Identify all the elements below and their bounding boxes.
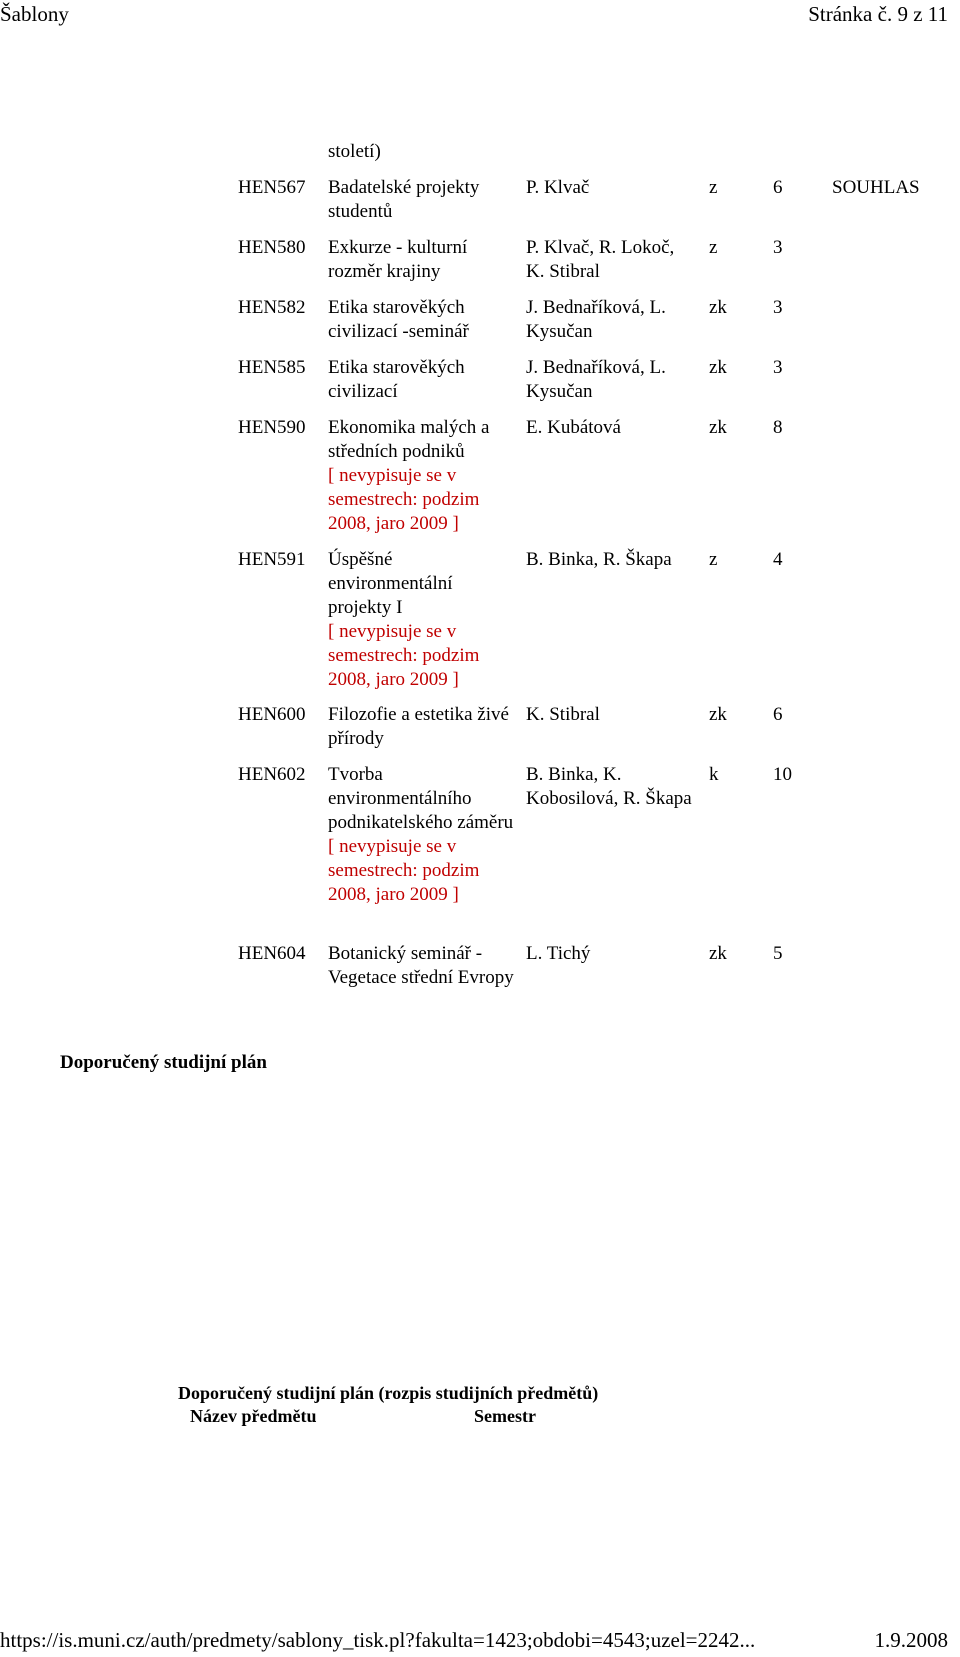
section-heading: Doporučený studijní plán <box>60 1052 267 1073</box>
course-name-cell <box>328 942 518 990</box>
course-note: SOUHLAS <box>832 177 920 198</box>
course-name-cell <box>328 703 518 751</box>
course-credits: 3 <box>773 357 783 378</box>
course-completion: z <box>709 237 718 258</box>
course-completion: zk <box>709 704 727 725</box>
course-name: Botanický seminář - Vegetace střední Evropy <box>328 943 514 988</box>
not-offered-note: [ nevypisuje se v semestrech: podzim 2008, jaro 2009 ] <box>328 836 480 905</box>
course-teacher: P. Klvač, R. Lokoč, K. Stibral <box>526 237 675 282</box>
course-name: Exkurze - kulturní rozměr krajiny <box>328 237 468 282</box>
course-name: Etika starověkých civilizací <box>328 357 465 402</box>
footer-date: 1.9.2008 <box>874 1628 948 1652</box>
course-teacher: P. Klvač <box>526 177 590 198</box>
plan-column-header-name: Název předmětu <box>190 1406 317 1426</box>
course-name-cell <box>328 296 518 344</box>
course-teacher: E. Kubátová <box>526 417 621 438</box>
course-teacher: B. Binka, K. Kobosilová, R. Škapa <box>526 764 692 809</box>
course-name-cell <box>328 548 518 692</box>
footer-url: https://is.muni.cz/auth/predmety/sablony_tisk.pl?fakulta=1423;obdobi=4543;uzel=2242... <box>0 1628 756 1652</box>
course-name: Filozofie a estetika živé přírody <box>328 704 509 749</box>
course-name-cell <box>328 356 518 404</box>
continued-text-fragment: století) <box>328 141 381 162</box>
course-teacher: K. Stibral <box>526 704 600 725</box>
course-completion: k <box>709 764 719 785</box>
not-offered-note: [ nevypisuje se v semestrech: podzim 2008, jaro 2009 ] <box>328 465 480 534</box>
course-code: HEN585 <box>238 357 306 378</box>
course-code: HEN590 <box>238 417 306 438</box>
course-teacher: J. Bednaříková, L. Kysučan <box>526 357 666 402</box>
course-name: Tvorba environmentálního podnikatelského záměru <box>328 764 514 833</box>
plan-column-header-semester: Semestr <box>474 1406 536 1426</box>
course-completion: z <box>709 549 718 570</box>
course-name-cell <box>328 236 518 284</box>
course-name: Ekonomika malých a středních podniků <box>328 417 490 462</box>
course-code: HEN604 <box>238 943 306 964</box>
course-credits: 4 <box>773 549 783 570</box>
course-completion: z <box>709 177 718 198</box>
course-teacher: B. Binka, R. Škapa <box>526 549 672 570</box>
page-number: Stránka č. 9 z 11 <box>808 2 948 26</box>
course-teacher: J. Bednaříková, L. Kysučan <box>526 297 666 342</box>
course-credits: 6 <box>773 704 783 725</box>
course-name-cell <box>328 416 518 536</box>
course-credits: 5 <box>773 943 783 964</box>
course-name-cell <box>328 176 518 224</box>
page-header-title: Šablony <box>0 2 69 26</box>
course-code: HEN600 <box>238 704 306 725</box>
course-completion: zk <box>709 943 727 964</box>
course-code: HEN567 <box>238 177 306 198</box>
course-code: HEN602 <box>238 764 306 785</box>
course-name-cell <box>328 763 518 907</box>
course-name: Etika starověkých civilizací -seminář <box>328 297 469 342</box>
plan-table-caption: Doporučený studijní plán (rozpis studijních předmětů) <box>178 1383 599 1403</box>
course-credits: 8 <box>773 417 783 438</box>
course-teacher: L. Tichý <box>526 943 591 964</box>
course-completion: zk <box>709 417 727 438</box>
course-name: Badatelské projekty studentů <box>328 177 480 222</box>
course-code: HEN591 <box>238 549 306 570</box>
course-completion: zk <box>709 357 727 378</box>
course-credits: 3 <box>773 297 783 318</box>
course-completion: zk <box>709 297 727 318</box>
course-credits: 6 <box>773 177 783 198</box>
course-name: Úspěšné environmentální projekty I <box>328 549 453 618</box>
course-credits: 3 <box>773 237 783 258</box>
course-code: HEN580 <box>238 237 306 258</box>
not-offered-note: [ nevypisuje se v semestrech: podzim 2008, jaro 2009 ] <box>328 621 480 690</box>
course-credits: 10 <box>773 764 792 785</box>
course-code: HEN582 <box>238 297 306 318</box>
